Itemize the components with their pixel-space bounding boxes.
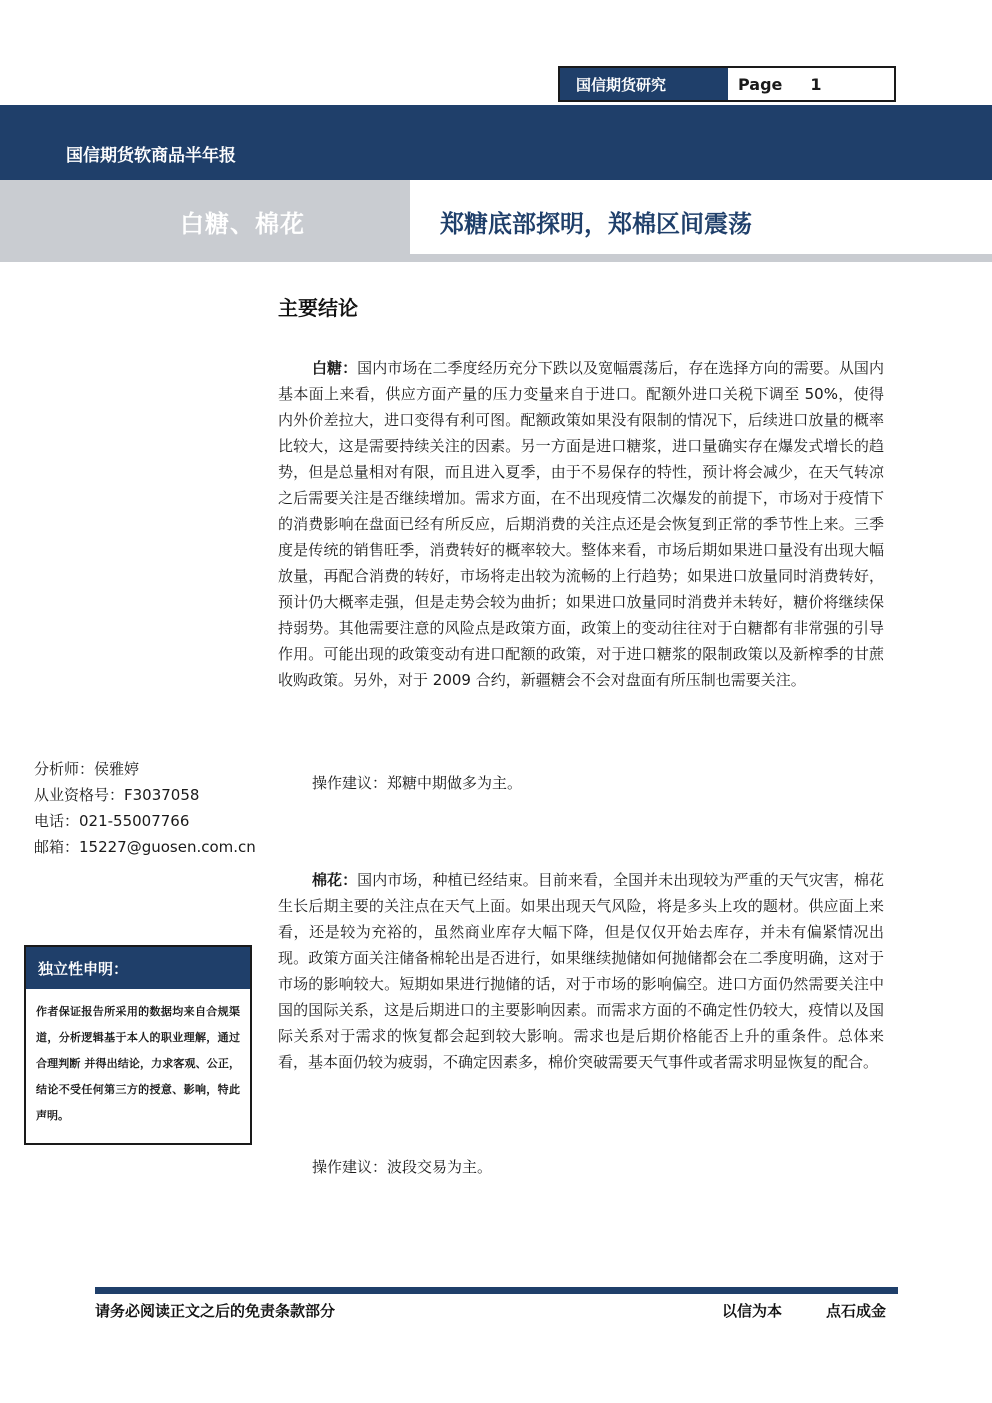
page-number: 1 [810, 74, 822, 94]
page-label: Page [738, 74, 783, 94]
category-title: 白糖、棉花 [180, 210, 305, 238]
analyst-license: 从业资格号：F3037058 [34, 786, 200, 804]
sugar-advice: 操作建议：郑糖中期做多为主。 [312, 774, 523, 792]
cotton-advice: 操作建议：波段交易为主。 [312, 1158, 493, 1176]
header-band [0, 105, 992, 180]
report-type: 国信期货软商品半年报 [66, 146, 236, 166]
footer-motto-2: 点石成金 [826, 1302, 887, 1320]
cotton-body: 国内市场，种植已经结束。目前来看，全国并未出现较为严重的天气灾害，棉花生长后期主要的关注点在天气上面。如果出现天气风险，将是多头上攻的题材。供应面上来看，还是较为充裕的，虽然商业库存大幅下降，但是仅仅开始去库存，并未有偏紧情况出现。政策方面关注储备棉轮出是否进行，如果继续抛储如何抛储都会在二季度明确，这对于市场的影响较大。短期如果进行抛储的话，对于市场的影响偏空。进口方面仍然需要关注中国的国际关系，这是后期进口的主要影响因素。而需求方面的不确定性仍较大，疫情以及国际关系对于需求的恢复都会起到较大影响。需求也是后期价格能否上升的重条件。总体来看，基本面仍较为疲弱，不确定因素多，棉价突破需要天气事件或者需求明显恢复的配合。 [278, 871, 884, 1071]
section-title: 主要结论 [278, 296, 358, 320]
declaration-box [24, 945, 252, 1145]
footer-motto-1: 以信为本 [722, 1302, 783, 1320]
sugar-paragraph [278, 355, 884, 693]
analyst-name: 分析师：侯雅婷 [34, 760, 140, 778]
footer-disclaimer: 请务必阅读正文之后的免责条款部分 [95, 1302, 336, 1320]
analyst-info [34, 756, 256, 860]
declaration-title: 独立性申明： [26, 947, 250, 989]
cotton-paragraph [278, 867, 884, 1075]
declaration-body: 作者保证报告所采用的数据均来自合规渠道，分析逻辑基于本人的职业理解，通过合理判断 并得出结论，力求客观、公正，结论不受任何第三方的授意、影响，特此声明。 [36, 1005, 240, 1122]
sugar-lead: 白糖： [312, 359, 358, 377]
report-date: 2020 年 6 月 28 日 [864, 265, 970, 278]
headline: 郑糖底部探明，郑棉区间震荡 [440, 210, 752, 238]
report-badge [558, 66, 896, 102]
analyst-email: 邮箱：15227@guosen.com.cn [34, 838, 256, 856]
footer-divider [95, 1287, 898, 1294]
headline-box [410, 180, 992, 254]
brand-label: 国信期货研究 [560, 68, 728, 100]
sugar-body: 国内市场在二季度经历充分下跌以及宽幅震荡后，存在选择方向的需要。从国内基本面上来看，供应方面产量的压力变量来自于进口。配额外进口关税下调至 50%，使得内外价差拉大，进口变得有利可图。配额政策如果没有限制的情况下，后续进口放量的概率比较大，这是需要持续关注的因素。另一方面是进口糖浆，进口量确实存在爆发式增长的趋势，但是总量相对有限，而且进入夏季，由于不易保存的特性，预计将会减少，在天气转凉之后需要关注是否继续增加。需求方面，在不出现疫情二次爆发的前提下，市场对于疫情下的消费影响在盘面已经有所反应，后期消费的关注点还是会恢复到正常的季节性上来。三季度是传统的销售旺季，消费转好的概率较大。整体来看，市场后期如果进口量没有出现大幅放量，再配合消费的转好，市场将走出较为流畅的上行趋势；如果进口放量同时消费转好，预计仍大概率走强，但是走势会较为曲折；如果进口放量同时消费并未转好，糖价将继续保持弱势。其他需要注意的风险点是政策方面，政策上的变动往往对于白糖都有非常强的引导作用。可能出现的政策变动有进口配额的政策，对于进口糖浆的限制政策以及新榨季的甘蔗收购政策。另外，对于 2009 合约，新疆糖会不会对盘面有所压制也需要关注。 [278, 359, 884, 689]
page-indicator [728, 68, 894, 100]
analyst-phone: 电话：021-55007766 [34, 812, 190, 830]
cotton-lead: 棉花： [312, 871, 358, 889]
